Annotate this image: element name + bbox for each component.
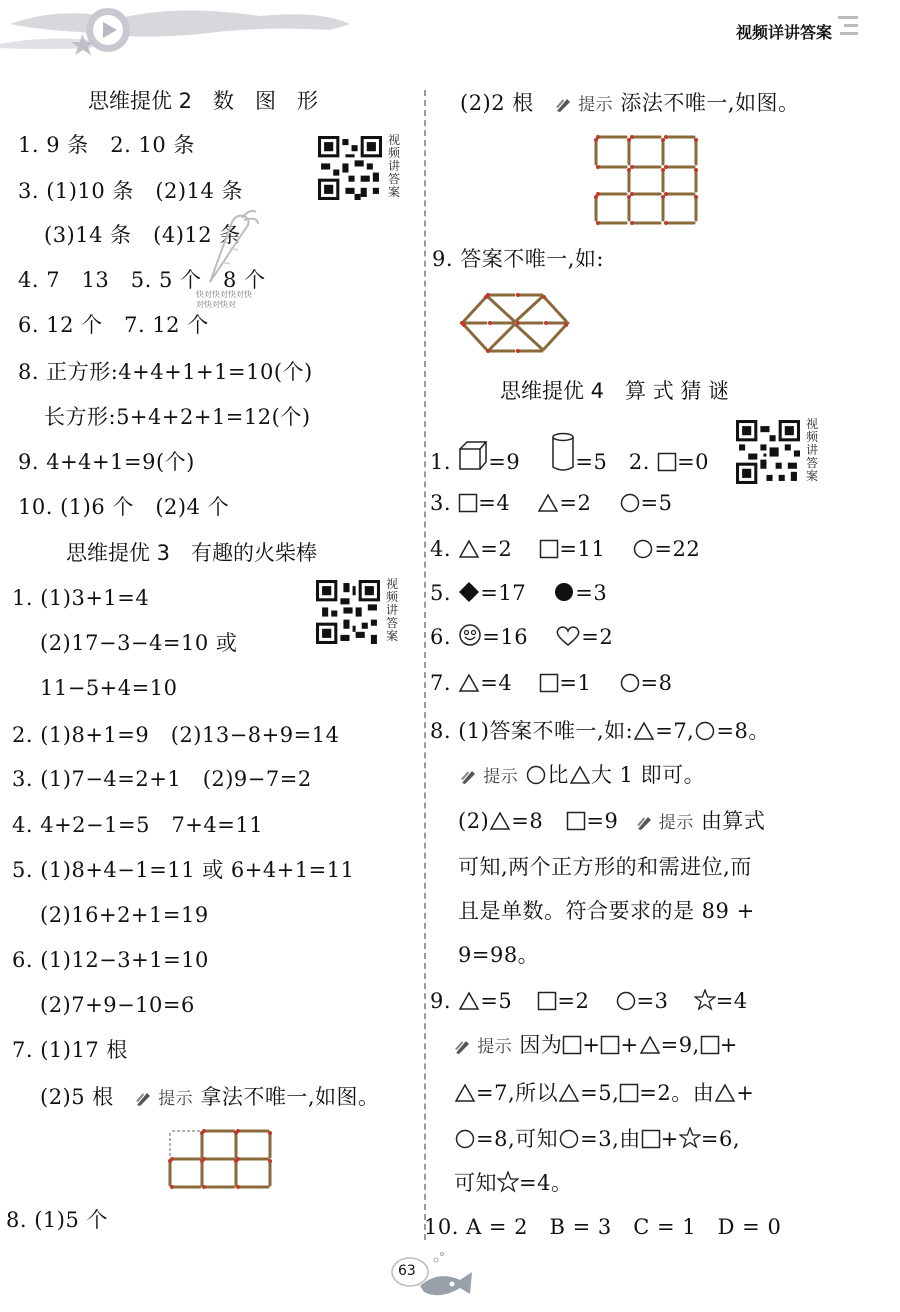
hint-text: + <box>736 1081 755 1105</box>
circle-icon <box>454 1129 476 1149</box>
star-icon <box>497 1171 519 1193</box>
answer-line: 10. (1)6 个 (2)4 个 <box>18 495 230 519</box>
answer-line <box>460 88 800 120</box>
hint-icon <box>555 91 571 115</box>
answer-line <box>460 760 705 792</box>
hint-text: =4。 <box>519 1171 573 1195</box>
answer-line: (2)16+2+1=19 <box>40 903 209 927</box>
answer-line: 9. 4+4+1=9(个) <box>18 450 195 474</box>
answer-text: =8 <box>511 809 544 833</box>
circle-icon <box>525 765 547 785</box>
square-icon <box>700 1035 720 1055</box>
answer-line: 且是单数。符合要求的是 89 + <box>458 899 755 923</box>
triangle-icon <box>569 765 591 785</box>
answer-text: =9 <box>586 809 619 833</box>
column-divider <box>424 90 426 1240</box>
answer-line: 4. 4+2−1=5 7+4=11 <box>12 813 264 837</box>
hint-text: 拿法不唯一,如图。 <box>200 1085 380 1109</box>
item-number: 1. <box>430 450 452 474</box>
answer-text: =3 <box>575 581 608 605</box>
hint-text: =8,可知 <box>476 1127 559 1151</box>
square-icon <box>641 1129 661 1149</box>
triangle-icon <box>458 673 480 693</box>
answer-line: 4. 7 13 5. 5 个 8 个 <box>18 268 266 292</box>
answer-line <box>430 488 673 518</box>
square-icon <box>619 1083 639 1103</box>
answer-text: =1 <box>559 671 592 695</box>
matchstick-figure <box>594 134 698 226</box>
diamond-icon <box>458 581 480 603</box>
answer-line <box>454 1030 738 1062</box>
triangle-icon <box>458 991 480 1011</box>
square-icon <box>566 811 586 831</box>
answer-text: =17 <box>480 581 527 605</box>
answer-text: =4 <box>480 671 513 695</box>
answer-line: 9=98。 <box>458 943 540 967</box>
triangle-icon <box>458 539 480 559</box>
matchstick-figure <box>458 290 572 356</box>
circle-icon <box>615 991 637 1011</box>
triangle-icon <box>714 1083 736 1103</box>
hint-text: =5, <box>580 1081 620 1105</box>
answer-line <box>430 716 770 746</box>
item-number: 5. <box>430 581 452 605</box>
fish-page-decoration-icon <box>380 1250 476 1300</box>
answer-text: =5 <box>640 491 673 515</box>
answer-line <box>430 432 709 477</box>
answer-line: 11−5+4=10 <box>40 676 178 700</box>
answer-line <box>430 534 700 564</box>
answer-line <box>430 578 607 608</box>
answer-line: 8. (1)5 个 <box>6 1208 108 1232</box>
answer-line: 6. 12 个 7. 12 个 <box>18 313 209 337</box>
answer-line: 1. (1)3+1=4 <box>12 586 150 610</box>
answer-line <box>454 1078 754 1108</box>
section-title-2: 思维提优 2 数 图 形 <box>88 89 319 113</box>
answer-text: (2)5 根 <box>40 1085 114 1109</box>
cube-icon <box>458 440 488 472</box>
triangle-icon <box>558 1083 580 1103</box>
square-icon <box>539 539 559 559</box>
answer-text: =5 <box>480 989 513 1013</box>
triangle-icon <box>633 721 655 741</box>
answer-text: =8。 <box>716 719 770 743</box>
stamp-text: 快对快对快对快对快对快对 <box>196 290 252 309</box>
circle-icon <box>619 673 641 693</box>
header-title: 视频详讲答案 <box>735 23 832 42</box>
answer-line: 10. A = 2 B = 3 C = 1 D = 0 <box>424 1215 782 1239</box>
answer-line <box>454 1124 740 1154</box>
hint-icon <box>636 809 652 833</box>
answer-text: =2 <box>559 491 592 515</box>
hint-text: + <box>719 1033 738 1057</box>
qr-label: 视频讲答案 <box>386 577 399 643</box>
hint-text: 由算式 <box>700 809 766 833</box>
header-lines-decoration <box>836 14 860 44</box>
square-icon <box>657 452 677 472</box>
answer-text: =9 <box>488 450 521 474</box>
cylinder-icon <box>551 432 575 472</box>
answer-text: =2 <box>557 989 590 1013</box>
qr-code[interactable] <box>316 580 380 644</box>
answer-text: =7, <box>655 719 695 743</box>
answer-text: =2 <box>480 537 513 561</box>
square-icon <box>537 991 557 1011</box>
square-icon <box>562 1035 582 1055</box>
answer-text: =8 <box>640 671 673 695</box>
answer-line: 6. (1)12−3+1=10 <box>12 948 209 972</box>
answer-line: 1. 9 条 2. 10 条 <box>18 133 195 157</box>
answer-text: (2)2 根 <box>460 91 534 115</box>
answer-line: (2)17−3−4=10 或 <box>40 631 238 655</box>
answer-line <box>454 1168 572 1198</box>
circle-icon <box>632 539 654 559</box>
hint-text: + <box>620 1033 639 1057</box>
answer-text: =0 <box>677 450 710 474</box>
star-icon <box>694 989 716 1011</box>
hint-text: 因为 <box>519 1033 563 1057</box>
qr-label: 视频讲答案 <box>806 417 819 483</box>
header-banner-decoration <box>0 0 360 58</box>
item-number: 3. <box>430 491 452 515</box>
hint-label: 提示 <box>477 1037 513 1057</box>
answer-line: 3. (1)10 条 (2)14 条 <box>18 179 243 203</box>
answer-text: =5 2. <box>575 450 650 474</box>
answer-text: =4 <box>715 989 748 1013</box>
answer-text: 大 1 即可。 <box>590 763 706 787</box>
matchstick-figure <box>168 1128 274 1190</box>
answer-line <box>430 622 613 652</box>
square-icon <box>600 1035 620 1055</box>
carrot-stamp-icon <box>192 206 262 286</box>
square-icon <box>539 673 559 693</box>
answer-text: 比 <box>547 763 569 787</box>
answer-text: =16 <box>482 625 529 649</box>
item-number: 6. <box>430 625 452 649</box>
hint-label: 提示 <box>483 767 519 787</box>
answer-line: 9. 答案不唯一,如: <box>432 247 604 271</box>
hint-text: =9, <box>660 1033 700 1057</box>
answer-text: =22 <box>654 537 701 561</box>
hint-label: 提示 <box>158 1089 194 1109</box>
hint-text: 添法不唯一,如图。 <box>620 91 800 115</box>
hint-text: + <box>660 1127 679 1151</box>
circle-icon <box>619 493 641 513</box>
triangle-icon <box>537 493 559 513</box>
answer-text: =4 <box>478 491 511 515</box>
hint-icon <box>135 1085 151 1109</box>
triangle-icon <box>454 1083 476 1103</box>
answer-line: 5. (1)8+4−1=11 或 6+4+1=11 <box>12 858 355 882</box>
answer-line <box>430 668 673 698</box>
heart-icon <box>555 625 581 647</box>
square-icon <box>458 493 478 513</box>
answer-line <box>430 986 748 1016</box>
item-number: 7. <box>430 671 452 695</box>
hint-text: 可知 <box>454 1171 497 1195</box>
qr-label: 视频讲答案 <box>388 133 401 199</box>
hint-text: =2。由 <box>639 1081 715 1105</box>
qr-code[interactable] <box>318 136 382 200</box>
answer-line: (3)14 条 (4)12 条 <box>44 223 241 247</box>
answer-line: 长方形:5+4+2+1=12(个) <box>44 405 311 429</box>
answer-line <box>458 806 765 838</box>
hint-icon <box>454 1033 470 1057</box>
triangle-icon <box>639 1035 661 1055</box>
answer-text: 8. (1)答案不唯一,如: <box>430 719 634 743</box>
item-number: 4. <box>430 537 452 561</box>
answer-line: 7. (1)17 根 <box>12 1038 128 1062</box>
answer-text: (2) <box>458 809 490 833</box>
hint-text: + <box>582 1033 601 1057</box>
qr-code[interactable] <box>736 420 800 484</box>
answer-line: 8. 正方形:4+4+1+1=10(个) <box>18 360 313 384</box>
answer-text: =3 <box>636 989 669 1013</box>
answer-line: 可知,两个正方形的和需进位,而 <box>458 855 752 879</box>
hint-label: 提示 <box>658 813 694 833</box>
answer-text: =2 <box>581 625 614 649</box>
answer-line: (2)7+9−10=6 <box>40 993 195 1017</box>
hint-text: =3,由 <box>580 1127 641 1151</box>
circle-icon <box>694 721 716 741</box>
hint-text: =7,所以 <box>476 1081 559 1105</box>
filled-circle-icon <box>553 581 575 603</box>
page-number: 63 <box>398 1263 416 1279</box>
star-icon <box>679 1127 701 1149</box>
answer-line <box>40 1082 380 1114</box>
hint-icon <box>460 763 476 787</box>
section-title-3: 思维提优 3 有趣的火柴棒 <box>66 541 318 565</box>
smiley-icon <box>458 623 482 647</box>
triangle-icon <box>489 811 511 831</box>
item-number: 9. <box>430 989 452 1013</box>
answer-line: 3. (1)7−4=2+1 (2)9−7=2 <box>12 767 312 791</box>
section-title-4: 思维提优 4 算 式 猜 谜 <box>500 379 730 403</box>
hint-label: 提示 <box>578 95 614 115</box>
answer-text: =11 <box>559 537 606 561</box>
answer-line: 2. (1)8+1=9 (2)13−8+9=14 <box>12 723 340 747</box>
hint-text: =6, <box>700 1127 741 1151</box>
circle-icon <box>558 1129 580 1149</box>
